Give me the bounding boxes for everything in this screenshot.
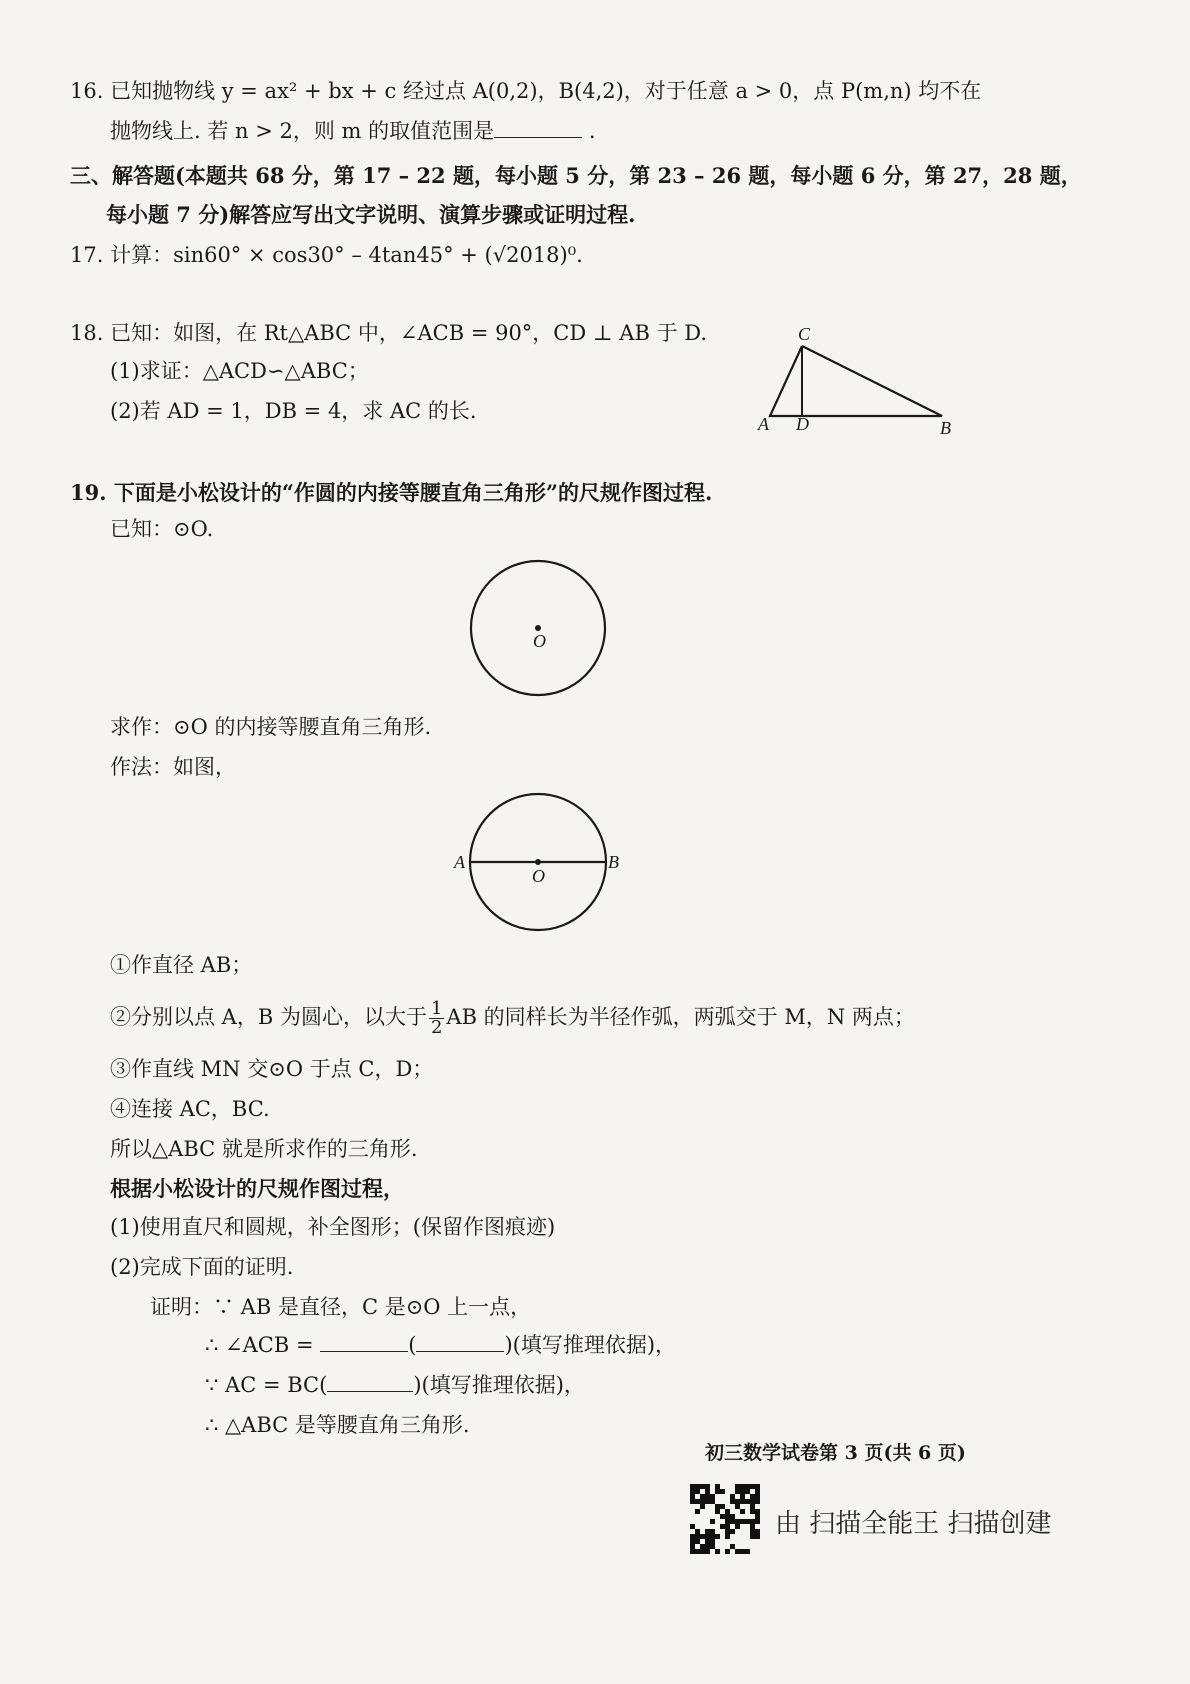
q18-part2: (2)若 AD = 1，DB = 4，求 AC 的长.	[110, 399, 477, 423]
qr-module	[730, 1544, 735, 1549]
qr-module	[745, 1549, 750, 1554]
qr-module	[715, 1509, 720, 1514]
qr-module	[735, 1524, 740, 1529]
qr-module	[710, 1534, 715, 1539]
qr-module	[755, 1519, 760, 1524]
qr-module	[695, 1529, 700, 1534]
qr-module	[755, 1534, 760, 1539]
qr-module	[690, 1544, 695, 1549]
qr-module	[745, 1499, 750, 1504]
q19-step2	[110, 1000, 915, 1037]
triangle-abc	[770, 346, 942, 416]
qr-module	[750, 1499, 755, 1504]
qr-module	[735, 1484, 740, 1489]
q16-line1: 16. 已知抛物线 y = ax² + bx + c 经过点 A(0,2)，B(4,2)，对于任意 a > 0，点 P(m,n) 均不在	[70, 79, 982, 103]
qr-module	[705, 1534, 710, 1539]
label-o-2: O	[532, 866, 545, 886]
qr-module	[725, 1549, 730, 1554]
q19-proof2: ∴ ∠ACB = ( )(填写推理依据)，	[205, 1333, 677, 1357]
qr-module	[735, 1519, 740, 1524]
label-b: B	[940, 418, 951, 438]
qr-module	[695, 1509, 700, 1514]
qr-module	[720, 1524, 725, 1529]
qr-module	[745, 1484, 750, 1489]
qr-module	[715, 1489, 720, 1494]
qr-module	[700, 1534, 705, 1539]
q19-part2: (2)完成下面的证明.	[110, 1255, 294, 1279]
qr-module	[695, 1489, 700, 1494]
qr-module	[755, 1514, 760, 1519]
q19-given: 已知：⊙O.	[110, 517, 214, 541]
center-point-2	[535, 859, 541, 865]
qr-module	[735, 1489, 740, 1494]
qr-module	[710, 1494, 715, 1499]
qr-module	[750, 1484, 755, 1489]
qr-module	[695, 1549, 700, 1554]
qr-module	[705, 1549, 710, 1554]
q18-triangle-figure	[750, 320, 970, 444]
qr-code-icon	[690, 1484, 760, 1558]
label-o: O	[533, 631, 546, 651]
q19-task: 求作：⊙O 的内接等腰直角三角形.	[110, 715, 432, 739]
qr-module	[730, 1529, 735, 1534]
qr-module	[740, 1509, 745, 1514]
qr-module	[695, 1499, 700, 1504]
qr-module	[725, 1529, 730, 1534]
qr-module	[730, 1514, 735, 1519]
qr-module	[690, 1489, 695, 1494]
q19-proof3-suffix: )(填写推理依据)，	[413, 1373, 585, 1397]
qr-module	[740, 1484, 745, 1489]
qr-module	[705, 1544, 710, 1549]
q17-text: 17. 计算：sin60° × cos30° – 4tan45° + (√2018)⁰.	[70, 243, 583, 267]
q19-step2-prefix: ②分别以点 A，B 为圆心，以大于	[110, 1005, 427, 1029]
label-a: A	[758, 414, 769, 434]
qr-module	[700, 1494, 705, 1499]
qr-module	[750, 1529, 755, 1534]
qr-module	[750, 1534, 755, 1539]
qr-module	[720, 1504, 725, 1509]
qr-module	[690, 1549, 695, 1554]
proof3-blank-reason	[327, 1373, 413, 1392]
qr-module	[715, 1534, 720, 1539]
q16-line2-prefix: 抛物线上. 若 n > 2，则 m 的取值范围是	[110, 119, 495, 143]
qr-module	[735, 1504, 740, 1509]
qr-module	[705, 1484, 710, 1489]
qr-module	[755, 1529, 760, 1534]
qr-module	[755, 1489, 760, 1494]
q19-part1: (1)使用直尺和圆规，补全图形；(保留作图痕迹)	[110, 1215, 556, 1239]
qr-module	[725, 1514, 730, 1519]
qr-module	[740, 1499, 745, 1504]
qr-module	[750, 1504, 755, 1509]
qr-module	[725, 1519, 730, 1524]
qr-module	[710, 1539, 715, 1544]
qr-module	[755, 1509, 760, 1514]
q18-stem: 18. 已知：如图，在 Rt△ABC 中，∠ACB = 90°，CD ⊥ AB 于 D.	[70, 321, 708, 345]
fraction-denominator: 2	[430, 1017, 443, 1038]
qr-module	[690, 1534, 695, 1539]
q16-answer-blank	[494, 119, 582, 138]
qr-module	[725, 1524, 730, 1529]
qr-module	[755, 1494, 760, 1499]
q19-circle-figure-1	[465, 555, 611, 705]
label-b-2: B	[608, 852, 619, 872]
qr-module	[755, 1484, 760, 1489]
qr-module	[695, 1484, 700, 1489]
section3-heading-line2: 每小题 7 分)解答应写出文字说明、演算步骤或证明过程.	[106, 202, 636, 227]
q19-step1: ①作直径 AB；	[110, 953, 253, 977]
qr-module	[750, 1494, 755, 1499]
qr-module	[720, 1514, 725, 1519]
qr-module	[695, 1539, 700, 1544]
qr-module	[690, 1499, 695, 1504]
qr-module	[690, 1524, 695, 1529]
qr-module	[740, 1489, 745, 1494]
qr-module	[730, 1499, 735, 1504]
q19-conclusion: 所以△ABC 就是所求作的三角形.	[110, 1137, 418, 1161]
q19-proof1: 证明：∵ AB 是直径，C 是⊙O 上一点，	[150, 1295, 532, 1319]
q16-line2	[110, 118, 596, 144]
fraction-one-half	[429, 1000, 444, 1037]
q19-proof4: ∴ △ABC 是等腰直角三角形.	[205, 1413, 470, 1437]
q19-step4: ④连接 AC，BC.	[110, 1097, 270, 1121]
qr-module	[740, 1549, 745, 1554]
qr-module	[745, 1519, 750, 1524]
qr-module	[745, 1489, 750, 1494]
q19-step2-suffix: AB 的同样长为半径作弧，两弧交于 M，N 两点；	[446, 1005, 915, 1029]
qr-module	[705, 1489, 710, 1494]
qr-module	[705, 1494, 710, 1499]
qr-module	[700, 1549, 705, 1554]
q19-step3: ③作直线 MN 交⊙O 于点 C，D；	[110, 1057, 434, 1081]
qr-module	[725, 1509, 730, 1514]
qr-module	[700, 1484, 705, 1489]
qr-module	[700, 1544, 705, 1549]
qr-module	[710, 1544, 715, 1549]
section3-heading-line1: 三、解答题(本题共 68 分，第 17 – 22 题，每小题 5 分，第 23 – 26 题，每小题 6 分，第 27，28 题，	[70, 163, 1082, 188]
qr-module	[720, 1489, 725, 1494]
page-footer: 初三数学试卷第 3 页(共 6 页)	[705, 1442, 966, 1464]
qr-module	[740, 1519, 745, 1524]
q19-proof2-suffix: )(填写推理依据)，	[504, 1333, 677, 1357]
qr-module	[710, 1499, 715, 1504]
qr-module	[700, 1504, 705, 1509]
qr-module	[705, 1529, 710, 1534]
qr-module	[750, 1524, 755, 1529]
qr-module	[700, 1499, 705, 1504]
label-a-2: A	[454, 852, 465, 872]
qr-module	[725, 1534, 730, 1539]
qr-module	[690, 1484, 695, 1489]
q19-title: 19. 下面是小松设计的“作圆的内接等腰直角三角形”的尺规作图过程.	[70, 480, 713, 505]
qr-module	[710, 1519, 715, 1524]
qr-module	[710, 1529, 715, 1534]
qr-module	[740, 1494, 745, 1499]
scanner-watermark: 由 扫描全能王 扫描创建	[775, 1509, 1052, 1539]
qr-module	[755, 1499, 760, 1504]
qr-module	[705, 1539, 710, 1544]
q19-proof3	[205, 1372, 585, 1398]
qr-module	[750, 1509, 755, 1514]
qr-module	[750, 1519, 755, 1524]
q19-proof2-prefix: ∴ ∠ACB =	[205, 1333, 314, 1357]
qr-module	[730, 1519, 735, 1524]
fraction-numerator: 1	[430, 998, 443, 1019]
qr-module	[730, 1494, 735, 1499]
qr-module	[715, 1484, 720, 1489]
q16-line2-suffix: .	[588, 119, 596, 143]
qr-module	[735, 1549, 740, 1554]
qr-module	[735, 1499, 740, 1504]
label-c: C	[798, 324, 811, 344]
qr-module	[715, 1504, 720, 1509]
qr-module	[695, 1534, 700, 1539]
qr-module	[690, 1494, 695, 1499]
proof2-blank-angle	[320, 1333, 408, 1352]
qr-module	[705, 1499, 710, 1504]
label-d: D	[796, 414, 809, 434]
q18-part1: (1)求证：△ACD∽△ABC；	[110, 359, 369, 383]
q19-method: 作法：如图，	[110, 755, 236, 779]
q19-proof3-prefix: ∵ AC = BC(	[205, 1373, 328, 1397]
qr-module	[690, 1539, 695, 1544]
proof2-blank-reason	[416, 1333, 504, 1352]
qr-module	[715, 1549, 720, 1554]
q19-according: 根据小松设计的尺规作图过程，	[110, 1176, 404, 1201]
q19-circle-figure-2	[450, 790, 630, 944]
